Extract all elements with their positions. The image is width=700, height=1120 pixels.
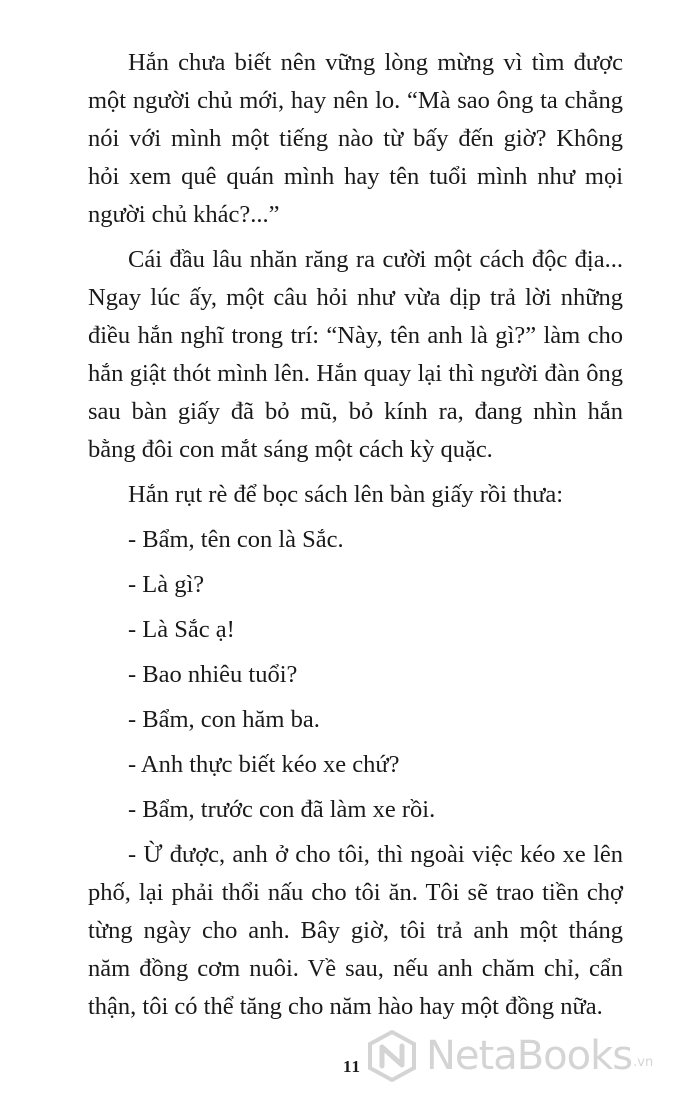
dialogue-line: - Ừ được, anh ở cho tôi, thì ngoài việc kéo xe lên phố, lại phải thổi nấu cho tôi ăn. Tôi sẽ trao tiền chợ từng ngày cho anh. Bây giờ, tôi trả anh một tháng năm đồng cơm nuôi. Về sau, nếu anh chăm chỉ, cẩn thận, tôi có thể tăng cho năm hào hay một đồng nữa. (88, 841, 623, 1020)
dialogue-line: - Là gì? (128, 571, 205, 598)
page-text-body (88, 44, 623, 1033)
watermark (366, 1030, 653, 1082)
watermark-brand: NetaBooks (426, 1033, 633, 1079)
page-number: 11 (343, 1057, 362, 1076)
dialogue-line: - Bẩm, tên con là Sắc. (128, 526, 344, 553)
paragraph: Cái đầu lâu nhăn răng ra cười một cách độc địa... Ngay lúc ấy, một câu hỏi như vừa dịp trả lời những điều hắn nghĩ trong trí: “Này, tên anh là gì?” làm cho hắn giật thót mình lên. Hắn quay lại thì người đàn ông sau bàn giấy đã bỏ mũ, bỏ kính ra, đang nhìn hắn bằng đôi con mắt sáng một cách kỳ quặc. (88, 246, 623, 463)
netabooks-logo-icon (366, 1030, 418, 1082)
paragraph: Hắn chưa biết nên vững lòng mừng vì tìm được một người chủ mới, hay nên lo. “Mà sao ông ta chẳng nói với mình một tiếng nào từ bấy đến giờ? Không hỏi xem quê quán mình hay tên tuổi mình như mọi người chủ khác?...” (88, 49, 623, 228)
dialogue-line: - Bao nhiêu tuổi? (128, 661, 298, 688)
dialogue-line: - Là Sắc ạ! (128, 616, 235, 643)
dialogue-line: - Anh thực biết kéo xe chứ? (128, 751, 400, 778)
dialogue-line: - Bẩm, con hăm ba. (128, 706, 320, 733)
paragraph: Hắn rụt rè để bọc sách lên bàn giấy rồi thưa: (128, 481, 564, 508)
dialogue-line: - Bẩm, trước con đã làm xe rồi. (128, 796, 436, 823)
watermark-suffix: .vn (633, 1055, 654, 1070)
